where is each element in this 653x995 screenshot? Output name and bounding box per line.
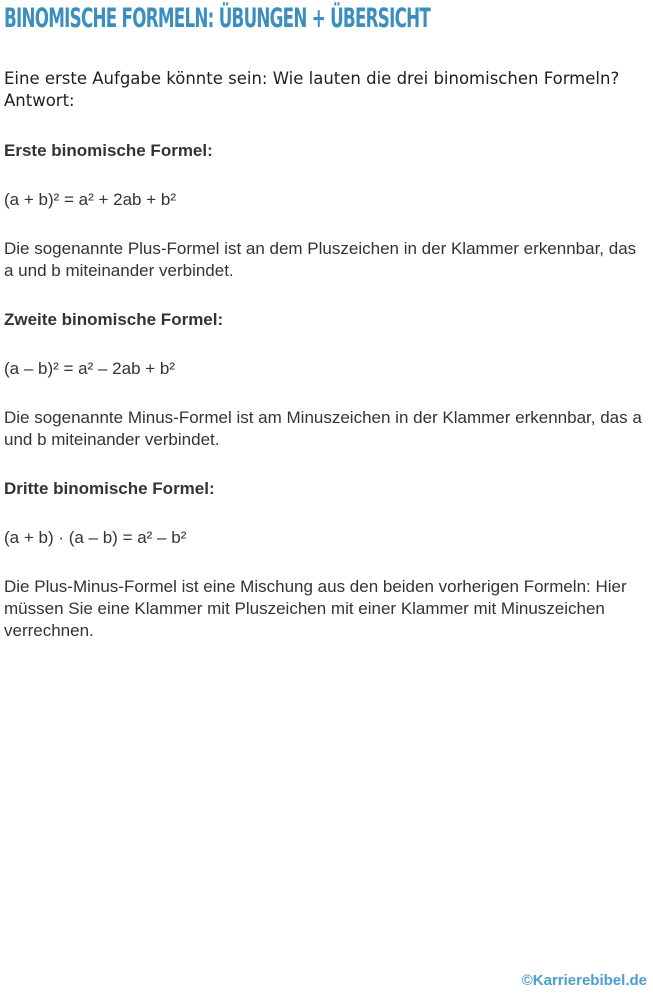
section-third-formula: [4, 478, 644, 642]
formula: (a + b) · (a – b) = a² – b²: [4, 528, 187, 547]
intro-text: Eine erste Aufgabe könnte sein: Wie lauten die drei binomischen Formeln? Antwort:: [4, 69, 620, 110]
section-heading: Dritte binomische Formel:: [4, 479, 215, 498]
content: [4, 68, 644, 642]
section-text: Die sogenannte Plus-Formel ist an dem Pluszeichen in der Klammer erkennbar, das a und b miteinander verbindet.: [4, 239, 637, 280]
section-second-formula: [4, 309, 644, 451]
section-heading: Zweite binomische Formel:: [4, 310, 224, 329]
formula: (a – b)² = a² – 2ab + b²: [4, 359, 176, 378]
formula: (a + b)² = a² + 2ab + b²: [4, 190, 176, 209]
copyright-footer: ©Karrierebibel.de: [521, 972, 647, 989]
section-text: Die Plus-Minus-Formel ist eine Mischung aus den beiden vorherigen Formeln: Hier müssen Sie eine Klammer mit Pluszeichen mit einer Klammer mit Minuszeichen verrechnen.: [4, 577, 627, 640]
section-text: Die sogenannte Minus-Formel ist am Minuszeichen in der Klammer erkennbar, das a und b miteinander verbindet.: [4, 408, 642, 449]
spacer: [4, 112, 644, 140]
section-first-formula: [4, 140, 644, 282]
section-heading: Erste binomische Formel:: [4, 141, 213, 160]
page-title: BINOMISCHE FORMELN: ÜBUNGEN + ÜBERSICHT: [4, 3, 431, 34]
